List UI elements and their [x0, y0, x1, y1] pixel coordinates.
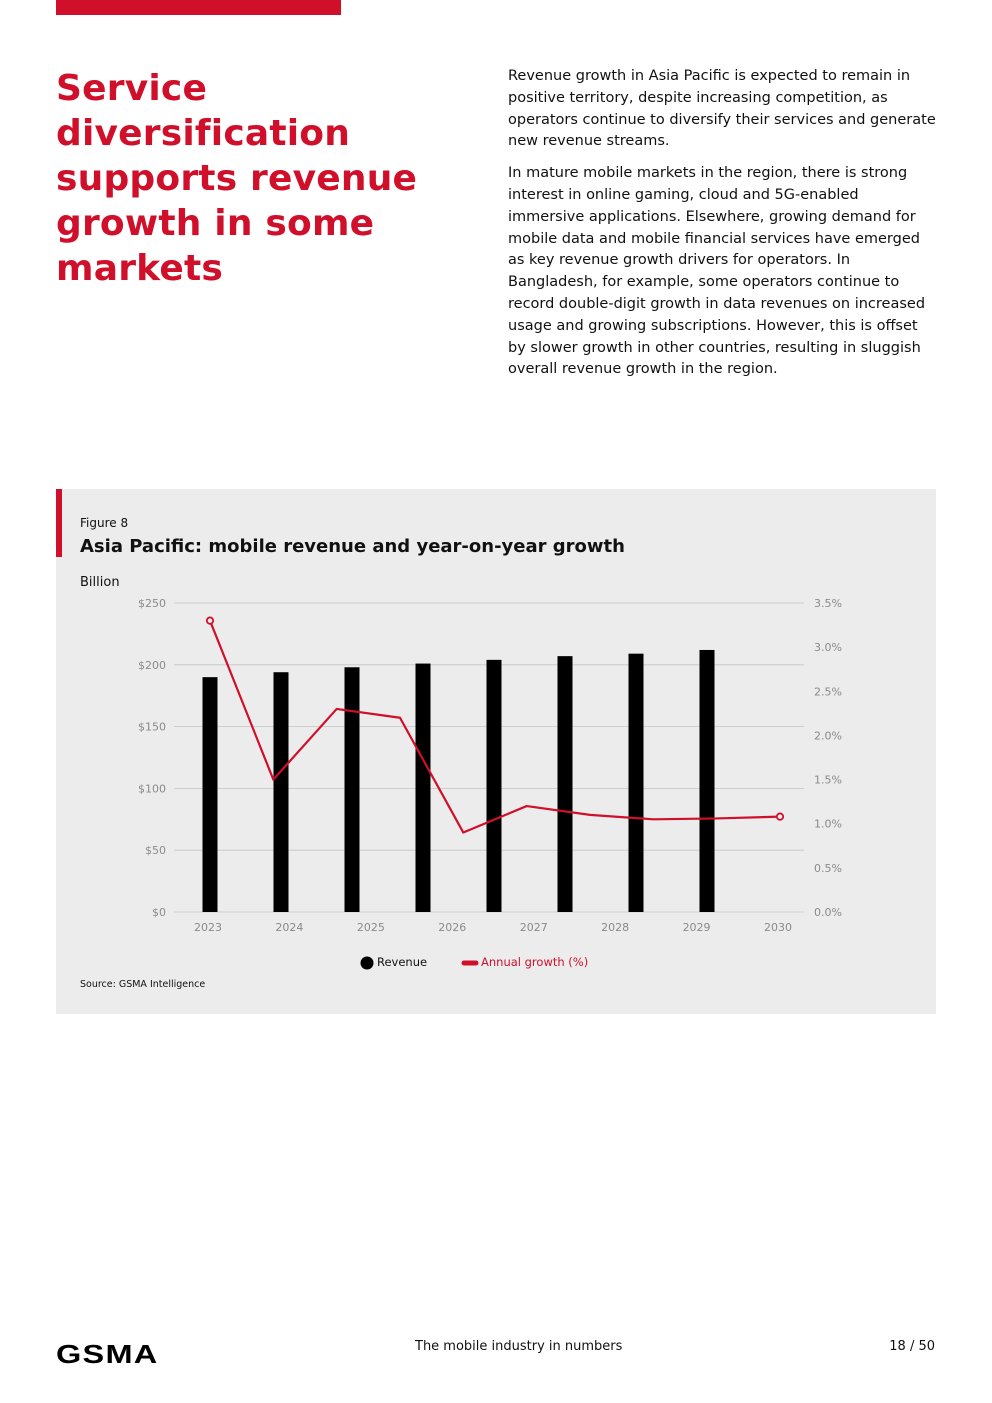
left-axis-tick-label: $0: [152, 906, 166, 919]
right-axis-tick-label: 1.0%: [814, 817, 842, 831]
page-number: 18 / 50: [889, 1339, 935, 1354]
x-axis-tick-label: 2029: [682, 921, 711, 934]
revenue-bar: [416, 664, 431, 912]
x-axis-tick-label: 2026: [438, 921, 467, 934]
left-axis-tick-label: $150: [138, 720, 166, 734]
body-text: [508, 66, 938, 391]
right-axis-tick-label: 1.5%: [814, 773, 842, 787]
body-paragraph: Revenue growth in Asia Pacific is expected to remain in positive territory, despite increasing competition, as operators continue to diversify their services and generate new revenue streams.: [508, 68, 936, 150]
x-axis-tick-label: 2027: [519, 921, 548, 934]
right-axis-tick-label: 0.0%: [814, 906, 842, 919]
revenue-bar: [274, 672, 289, 912]
x-axis-tick-label: 2024: [275, 921, 304, 934]
left-axis-tick-label: $200: [138, 658, 166, 672]
right-axis-tick-label: 2.0%: [814, 729, 842, 743]
figure-source: Source: GSMA Intelligence: [80, 979, 206, 990]
right-axis-tick-label: 3.5%: [814, 597, 842, 610]
x-axis-tick-label: 2023: [194, 921, 222, 934]
top-accent-bar: [56, 0, 341, 15]
revenue-bar: [629, 654, 644, 912]
revenue-bar: [203, 677, 218, 912]
chart-unit-label: Billion: [80, 575, 120, 590]
right-axis-tick-label: 0.5%: [814, 861, 842, 875]
revenue-bar: [345, 667, 360, 912]
x-axis-tick-label: 2025: [356, 921, 385, 934]
left-axis-tick-label: $250: [138, 597, 166, 610]
x-axis-tick-label: 2028: [601, 921, 630, 934]
gsma-logo: GSMA: [56, 1339, 159, 1369]
right-axis-tick-label: 3.0%: [814, 641, 842, 655]
x-axis-tick-label: 2030: [764, 921, 792, 934]
page-headline: Service diversification supports revenue growth in some markets: [56, 68, 418, 289]
legend-growth-label: Annual growth (%): [481, 955, 589, 969]
revenue-bar: [700, 650, 715, 912]
left-axis-tick-label: $100: [138, 782, 166, 796]
growth-line-endpoint: [207, 617, 213, 623]
footer-title: The mobile industry in numbers: [415, 1339, 623, 1354]
revenue-bar: [558, 656, 573, 912]
left-axis-tick-label: $50: [145, 844, 166, 858]
right-axis-tick-label: 2.5%: [814, 685, 842, 699]
body-paragraph: In mature mobile markets in the region, there is strong interest in online gaming, cloud and 5G-enabled immersive applications. Elsewhere, growing demand for mobile data and mobile financial services have emerged as key revenue growth drivers for operators. In Bangladesh, for example, some operators continue to record double-digit growth in data revenues on increased usage and growing subscriptions. However, this is offset by slower growth in other countries, resulting in sluggish overall revenue growth in the region.: [508, 165, 926, 378]
revenue-bar: [487, 660, 502, 912]
figure-panel: [56, 489, 936, 1014]
legend-revenue-marker: [361, 957, 374, 970]
figure-title: Asia Pacific: mobile revenue and year-on-year growth: [80, 536, 625, 557]
revenue-growth-chart: [56, 489, 936, 1014]
growth-line-endpoint: [777, 813, 783, 819]
figure-label: Figure 8: [80, 516, 129, 530]
legend-revenue-label: Revenue: [377, 955, 428, 969]
